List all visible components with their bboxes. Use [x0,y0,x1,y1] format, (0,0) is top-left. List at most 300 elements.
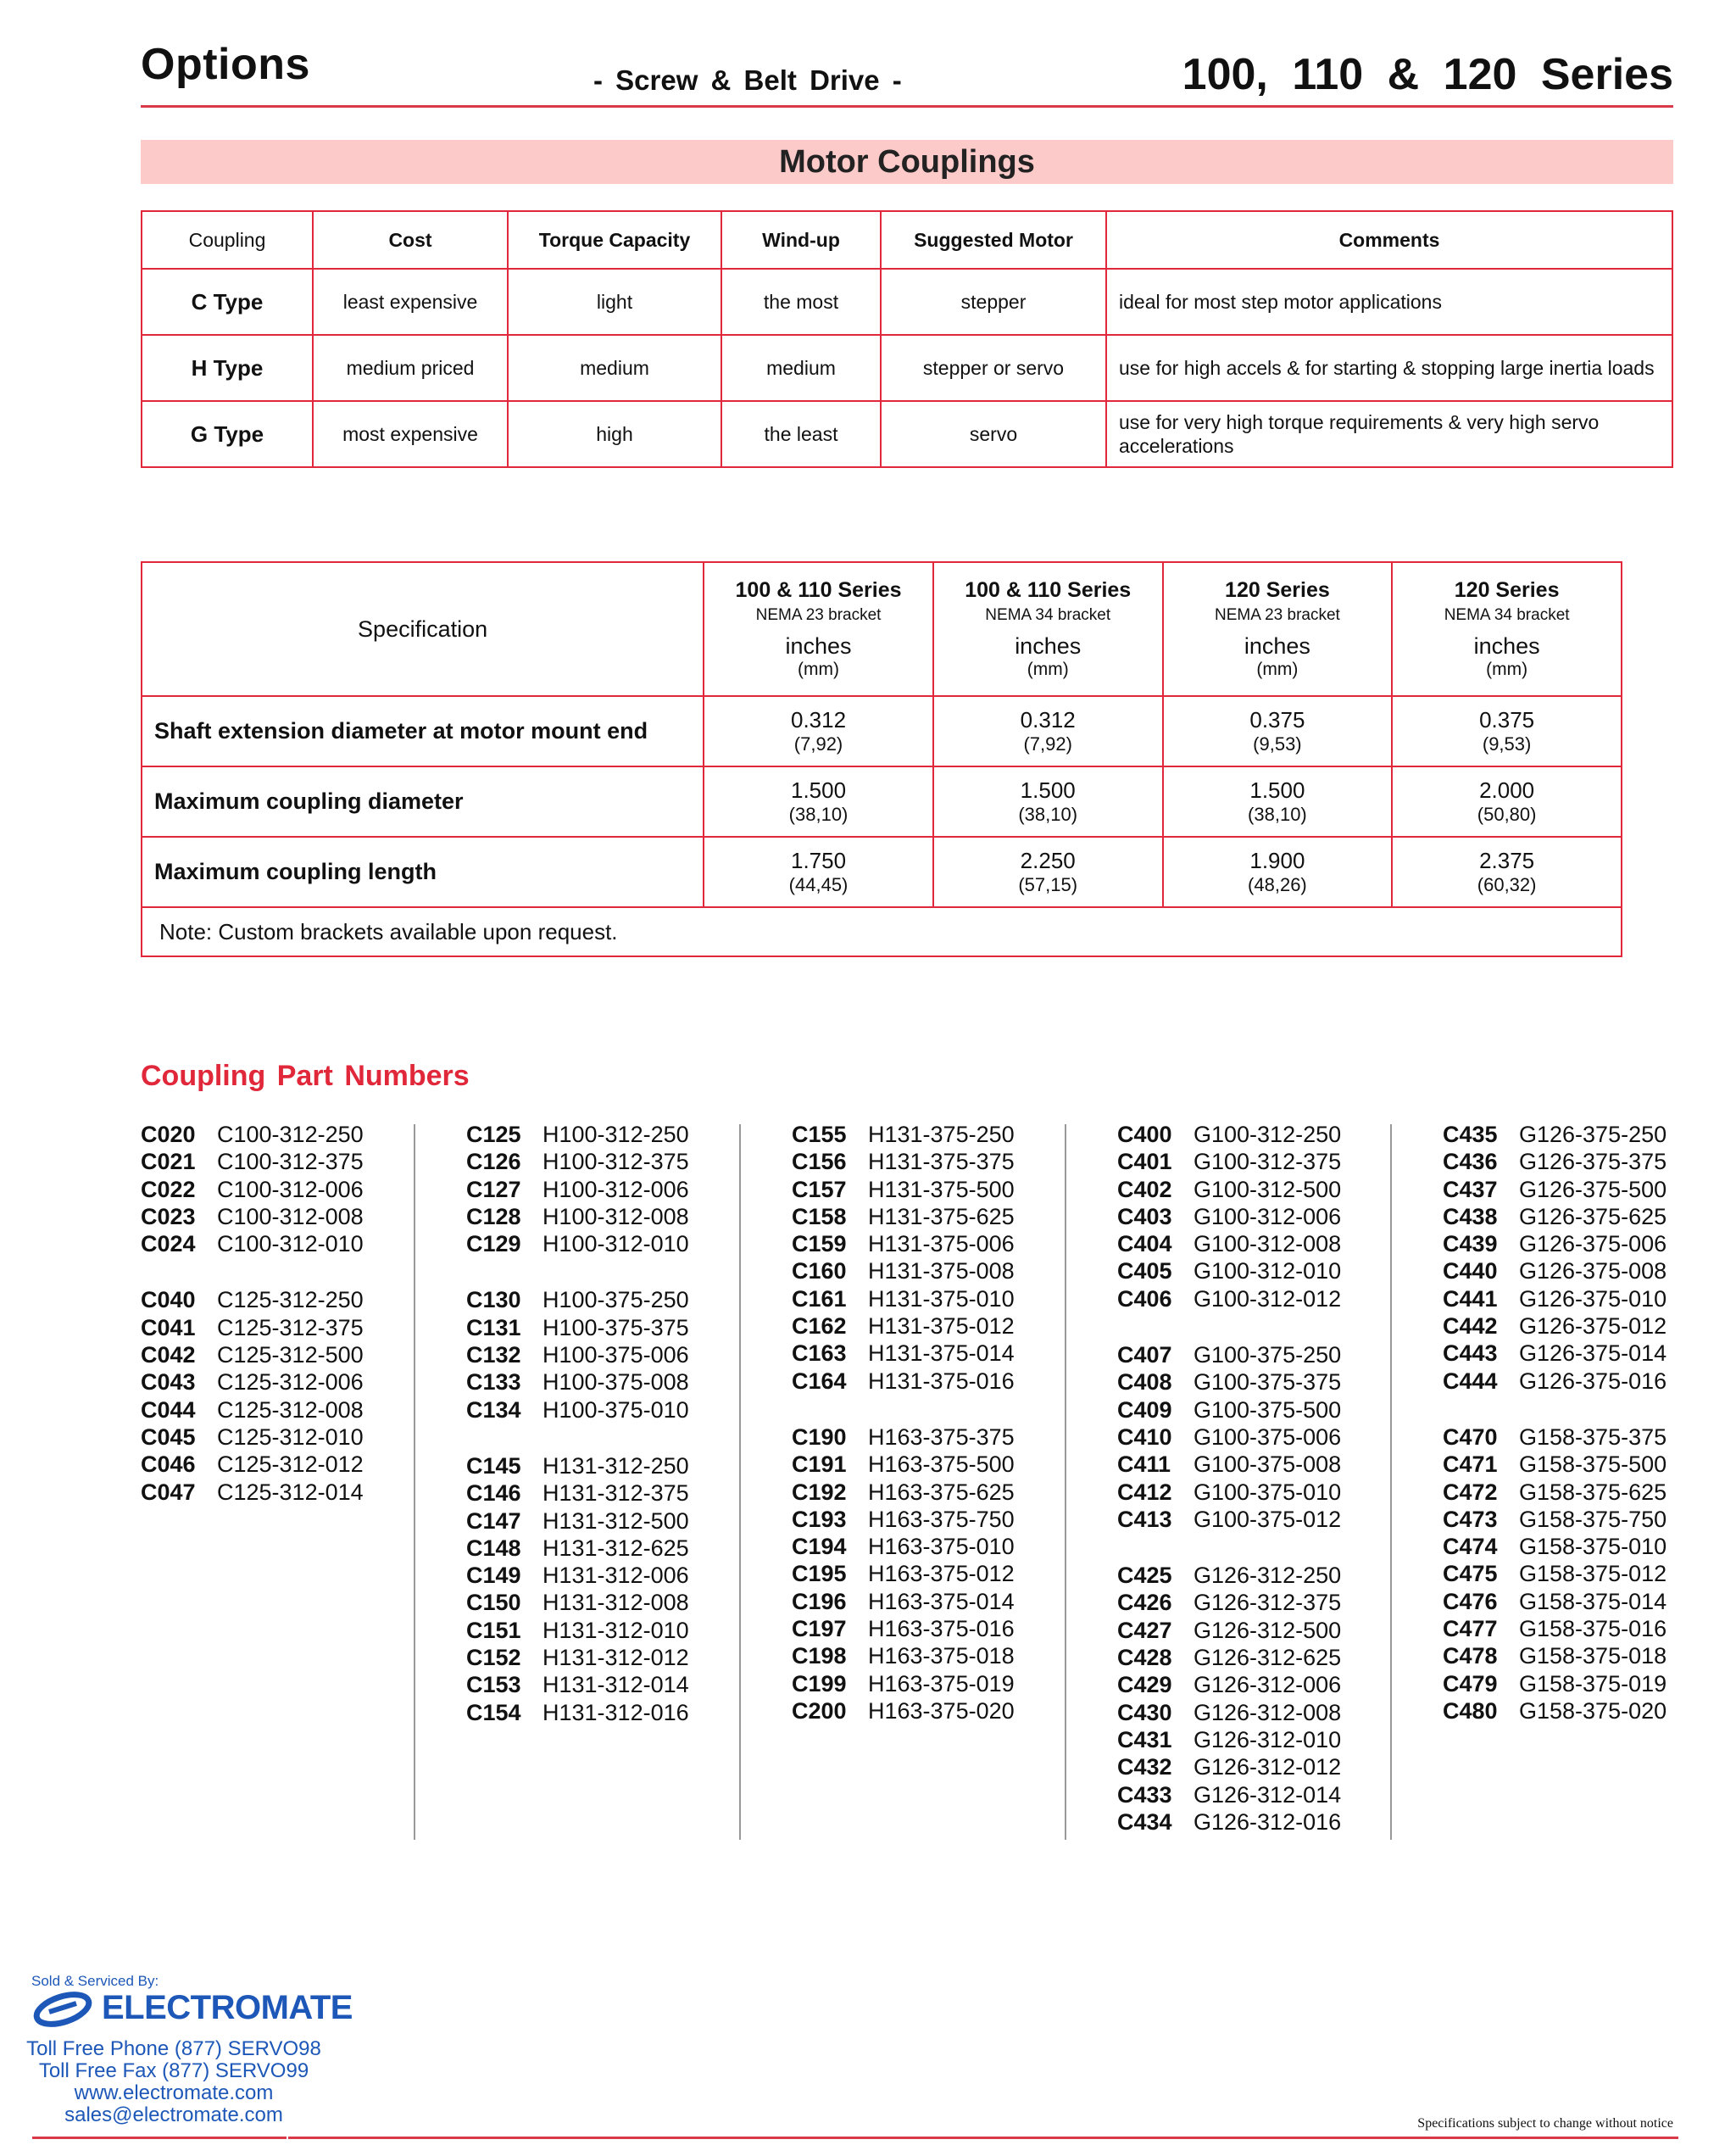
series-title: 100, 110 & 120 Series [1182,50,1673,99]
part-code: C434 [1117,1808,1172,1835]
part-code: C157 [792,1176,847,1202]
list-item [466,1176,689,1203]
part-code: C128 [466,1203,521,1229]
list-item [1443,1479,1666,1506]
mm-value: (50,80) [1477,804,1537,825]
list-item [141,1148,364,1175]
mm-value: (9,53) [1482,733,1532,755]
unit-mm-label: (mm) [1027,660,1069,679]
brand-name: ELECTROMATE [102,1989,353,2026]
part-number: G158-375-018 [1519,1643,1667,1669]
list-item [141,1121,364,1148]
part-code: C150 [466,1590,521,1616]
table-header-row [142,562,1622,696]
part-code: C426 [1117,1590,1172,1616]
part-number: H100-312-006 [542,1176,689,1202]
part-number: C100-312-375 [217,1149,364,1175]
list-item [1117,1396,1341,1424]
part-number: G126-312-375 [1194,1590,1342,1616]
mm-value: (48,26) [1248,874,1307,895]
table-cell [1392,837,1622,907]
mm-value: (44,45) [788,874,849,895]
part-code: C413 [1117,1506,1172,1532]
part-code: C425 [1117,1563,1172,1589]
part-code: C412 [1117,1479,1172,1505]
part-code: C433 [1117,1781,1172,1808]
part-number: G158-375-500 [1519,1451,1667,1478]
list-item [1117,1589,1341,1616]
list-item [792,1203,1015,1230]
table-cell [1163,766,1393,837]
table-cell [933,766,1163,837]
part-code: C022 [141,1176,196,1202]
part-code: C427 [1117,1617,1172,1643]
part-number: G100-312-500 [1194,1176,1342,1202]
list-item [1443,1533,1666,1560]
column-divider [1065,1124,1066,1840]
website-link[interactable]: www.electromate.com [74,2081,274,2104]
list-item [792,1670,1015,1697]
part-number: H131-312-008 [542,1590,689,1616]
list-item [792,1312,1015,1340]
part-number: G100-375-012 [1194,1506,1342,1532]
bracket-label: NEMA 34 bracket [1444,606,1570,624]
part-code: C471 [1443,1451,1498,1478]
part-code: C132 [466,1342,521,1368]
list-item [792,1642,1015,1669]
part-code: C164 [792,1368,847,1394]
bracket-label: NEMA 23 bracket [1214,606,1340,624]
list-item [792,1697,1015,1724]
list-item [466,1314,689,1341]
part-code: C432 [1117,1754,1172,1780]
part-number: C125-312-250 [217,1287,364,1313]
list-item [1117,1699,1341,1726]
specification-table [141,561,1622,957]
part-number: G100-312-375 [1194,1149,1342,1175]
part-code: C430 [1117,1699,1172,1725]
part-code: C044 [141,1396,196,1423]
list-item [466,1396,689,1424]
list-item [1117,1368,1341,1396]
part-number: H100-312-250 [542,1122,689,1147]
part-number: C125-312-012 [217,1451,364,1478]
footer-rule [288,2137,1678,2139]
list-item [1117,1726,1341,1753]
group-spacer [141,1257,364,1286]
list-item [1443,1506,1666,1533]
part-code: C473 [1443,1506,1498,1532]
group-spacer [1117,1312,1341,1341]
part-number: H131-312-500 [542,1507,689,1534]
list-item [141,1286,364,1313]
table-cell-comment: use for very high torque requirements & very high servo accelerations [1106,401,1672,467]
unit-label: inches [1015,633,1082,659]
part-number: G158-375-019 [1519,1670,1667,1696]
part-code: C193 [792,1506,847,1532]
part-number: G126-312-010 [1194,1726,1342,1752]
mm-value: (9,53) [1253,733,1302,755]
part-code: C126 [466,1149,521,1175]
list-item [466,1671,689,1698]
bracket-label: NEMA 23 bracket [755,606,882,624]
column-header: Coupling [142,211,313,269]
part-code: C131 [466,1314,521,1340]
part-number: H100-375-010 [542,1396,689,1423]
list-item [466,1562,689,1589]
part-number: G126-312-008 [1194,1699,1342,1725]
part-number-column [1117,1121,1341,1836]
table-cell: servo [881,401,1106,467]
mm-value: (38,10) [1248,804,1307,825]
series-column-header [704,562,933,696]
part-code: C162 [792,1313,847,1340]
part-code: C147 [466,1507,521,1534]
group-spacer [466,1424,689,1452]
part-code: C444 [1443,1368,1498,1394]
part-number-column [466,1121,689,1726]
list-item [792,1588,1015,1615]
list-item [792,1257,1015,1284]
series-name: 120 Series [1225,578,1330,602]
list-item [141,1424,364,1451]
list-item [466,1121,689,1148]
list-item [792,1424,1015,1451]
list-item [792,1176,1015,1203]
list-item [466,1203,689,1230]
unit-label: inches [785,633,852,659]
list-item [1117,1562,1341,1589]
part-code: C402 [1117,1176,1172,1202]
part-number: G100-312-008 [1194,1231,1342,1257]
list-item [1443,1312,1666,1340]
part-code: C043 [141,1369,196,1396]
column-header: Wind-up [721,211,881,269]
part-code: C154 [466,1699,521,1725]
part-number: G126-312-250 [1194,1563,1342,1589]
column-divider [414,1124,415,1840]
list-item [1443,1257,1666,1284]
part-number: G126-312-500 [1194,1617,1342,1643]
part-code: C404 [1117,1231,1172,1257]
part-code: C152 [466,1645,521,1671]
part-number: H131-375-008 [868,1258,1015,1284]
list-item [466,1699,689,1726]
list-item [1443,1121,1666,1148]
part-number: G126-312-625 [1194,1645,1342,1671]
footer-rule [32,2137,287,2139]
part-code: C192 [792,1479,847,1505]
inch-value: 2.000 [1479,777,1535,803]
part-number: H100-375-250 [542,1287,689,1313]
coupling-type: G Type [142,401,313,467]
list-item [466,1286,689,1313]
part-code: C470 [1443,1424,1498,1450]
part-code: C196 [792,1588,847,1614]
series-column-header [1392,562,1622,696]
list-item [466,1617,689,1644]
part-code: C478 [1443,1643,1498,1669]
table-row [142,696,1622,766]
table-cell [1392,696,1622,766]
table-cell [704,696,933,766]
part-number: H163-375-014 [868,1588,1015,1614]
part-code: C474 [1443,1534,1498,1560]
part-number-column [141,1121,364,1506]
list-item [1117,1148,1341,1175]
list-item [466,1589,689,1616]
table-cell [933,837,1163,907]
part-number: G126-375-010 [1519,1285,1667,1312]
part-code: C127 [466,1176,521,1202]
part-number: G100-312-010 [1194,1258,1342,1284]
inch-value: 0.375 [1249,707,1305,733]
coupling-type: C Type [142,269,313,335]
part-number: G100-375-010 [1194,1479,1342,1505]
part-number: G126-375-006 [1519,1231,1667,1257]
part-code: C476 [1443,1588,1498,1614]
part-code: C024 [141,1231,196,1257]
column-divider [739,1124,741,1840]
table-cell: stepper [881,269,1106,335]
list-item [792,1148,1015,1175]
spec-row-label: Maximum coupling diameter [142,766,704,837]
part-code: C151 [466,1617,521,1643]
part-code: C407 [1117,1342,1172,1368]
part-code: C040 [141,1287,196,1313]
column-header: Torque Capacity [508,211,721,269]
part-number: H131-312-375 [542,1480,689,1507]
part-number: H163-375-016 [868,1616,1015,1642]
part-code: C438 [1443,1203,1498,1229]
mm-value: (7,92) [793,733,843,755]
table-cell [1392,766,1622,837]
list-item [792,1560,1015,1587]
email-link[interactable]: sales@electromate.com [64,2103,283,2126]
list-item [792,1368,1015,1395]
list-item [1443,1285,1666,1312]
part-code: C479 [1443,1670,1498,1696]
part-number-column [1443,1121,1666,1724]
part-number: G100-375-375 [1194,1369,1342,1396]
part-number: G100-375-006 [1194,1424,1342,1450]
part-code: C406 [1117,1285,1172,1312]
part-number: H131-312-016 [542,1699,689,1725]
table-cell [933,696,1163,766]
inch-value: 1.500 [1020,777,1076,803]
list-item [141,1396,364,1424]
phone-number: Toll Free Phone (877) SERVO98 [26,2037,321,2060]
part-code: C198 [792,1643,847,1669]
part-code: C409 [1117,1396,1172,1423]
part-number: H131-375-016 [868,1368,1015,1394]
part-code: C047 [141,1479,196,1505]
part-number: H100-312-008 [542,1203,689,1229]
part-code: C480 [1443,1697,1498,1724]
unit-mm-label: (mm) [1256,660,1299,679]
group-spacer [1443,1395,1666,1424]
table-cell: the least [721,401,881,467]
table-row [142,335,1672,401]
column-divider [1390,1124,1392,1840]
part-number: H163-375-375 [868,1424,1015,1450]
part-number: H131-375-625 [868,1203,1015,1229]
part-number-column [792,1121,1015,1724]
part-code: C129 [466,1231,521,1257]
part-number: C100-312-010 [217,1231,364,1257]
part-code: C199 [792,1670,847,1696]
coupling-comparison-table [141,210,1673,468]
mm-value: (38,10) [1018,804,1078,825]
list-item [141,1479,364,1506]
part-number: G126-375-008 [1519,1258,1667,1284]
list-item [1443,1588,1666,1615]
part-code: C042 [141,1342,196,1368]
part-number: G126-375-625 [1519,1203,1667,1229]
part-number: G126-375-012 [1519,1313,1667,1340]
list-item [1443,1203,1666,1230]
table-cell: most expensive [313,401,508,467]
part-number: H100-375-375 [542,1314,689,1340]
list-item [1117,1617,1341,1644]
list-item [1443,1642,1666,1669]
part-code: C045 [141,1424,196,1450]
part-code: C046 [141,1451,196,1478]
inch-value: 2.375 [1479,848,1535,873]
list-item [1117,1176,1341,1203]
part-code: C400 [1117,1122,1172,1147]
part-number: H131-375-250 [868,1122,1015,1147]
list-item [1117,1506,1341,1533]
list-item [141,1368,364,1396]
list-item [466,1230,689,1257]
list-item [466,1535,689,1562]
list-item [141,1341,364,1368]
list-item [1443,1368,1666,1395]
list-item [1443,1615,1666,1642]
part-code: C443 [1443,1340,1498,1367]
part-number: C125-312-010 [217,1424,364,1450]
table-cell: medium [721,335,881,401]
list-item [466,1507,689,1535]
mm-value: (60,32) [1477,874,1537,895]
list-item [1117,1424,1341,1451]
list-item [141,1176,364,1203]
table-cell: medium priced [313,335,508,401]
page-subtitle: - Screw & Belt Drive - [593,64,902,96]
sold-by-label: Sold & Serviced By: [31,1973,159,1989]
unit-mm-label: (mm) [798,660,840,679]
spec-row-label: Maximum coupling length [142,837,704,907]
part-number: G126-375-014 [1519,1340,1667,1367]
part-code: C428 [1117,1645,1172,1671]
part-code: C160 [792,1258,847,1284]
group-spacer [1117,1533,1341,1562]
part-code: C197 [792,1616,847,1642]
part-code: C153 [466,1672,521,1698]
part-number: G158-375-625 [1519,1479,1667,1505]
part-number: H131-375-012 [868,1313,1015,1340]
part-number: G126-375-375 [1519,1149,1667,1175]
part-number: H131-375-010 [868,1285,1015,1312]
part-number: G126-312-014 [1194,1781,1342,1808]
inch-value: 1.500 [1249,777,1305,803]
part-number: G126-312-016 [1194,1808,1342,1835]
column-header: Cost [313,211,508,269]
part-number: H163-375-012 [868,1561,1015,1587]
list-item [1117,1203,1341,1230]
part-code: C161 [792,1285,847,1312]
specification-header: Specification [142,562,704,696]
part-number: H131-312-014 [542,1672,689,1698]
part-number: G158-375-020 [1519,1697,1667,1724]
list-item [1443,1230,1666,1257]
inch-value: 0.375 [1479,707,1535,733]
section-title: Motor Couplings [779,143,1035,180]
list-item [1117,1808,1341,1836]
list-item [141,1314,364,1341]
part-number: G158-375-014 [1519,1588,1667,1614]
part-code: C477 [1443,1616,1498,1642]
part-number: H131-312-006 [542,1563,689,1589]
part-code: C021 [141,1149,196,1175]
table-cell [704,766,933,837]
list-item [1443,1697,1666,1724]
part-code: C190 [792,1424,847,1450]
part-number: G100-375-500 [1194,1396,1342,1423]
part-code: C194 [792,1534,847,1560]
part-number: C125-312-008 [217,1396,364,1423]
part-number: G158-375-010 [1519,1534,1667,1560]
part-number: C100-312-008 [217,1203,364,1229]
list-item [792,1340,1015,1367]
part-code: C156 [792,1149,847,1175]
part-number: G126-312-012 [1194,1754,1342,1780]
list-item [466,1148,689,1175]
inch-value: 1.500 [790,777,847,803]
part-code: C041 [141,1314,196,1340]
part-code: C125 [466,1122,521,1147]
part-code: C146 [466,1480,521,1507]
part-number: H131-312-250 [542,1452,689,1479]
series-name: 100 & 110 Series [965,578,1132,602]
part-code: C130 [466,1287,521,1313]
part-code: C472 [1443,1479,1498,1505]
part-number: H131-375-375 [868,1149,1015,1175]
list-item [1443,1340,1666,1367]
part-number: C125-312-375 [217,1314,364,1340]
part-number: G100-375-250 [1194,1342,1342,1368]
part-code: C133 [466,1369,521,1396]
inch-value: 2.250 [1020,848,1076,873]
part-number: C125-312-500 [217,1342,364,1368]
series-name: 120 Series [1454,578,1560,602]
part-code: C403 [1117,1203,1172,1229]
part-number: H131-312-010 [542,1617,689,1643]
inch-value: 1.750 [790,848,847,873]
series-column-header [933,562,1163,696]
list-item [1443,1560,1666,1587]
part-code: C200 [792,1697,847,1724]
group-spacer [792,1395,1015,1424]
part-number: G158-375-012 [1519,1561,1667,1587]
part-number: H100-312-375 [542,1149,689,1175]
part-number: H163-375-018 [868,1643,1015,1669]
inch-value: 0.312 [790,707,847,733]
part-number: H163-375-020 [868,1697,1015,1724]
list-item [792,1121,1015,1148]
table-cell: high [508,401,721,467]
